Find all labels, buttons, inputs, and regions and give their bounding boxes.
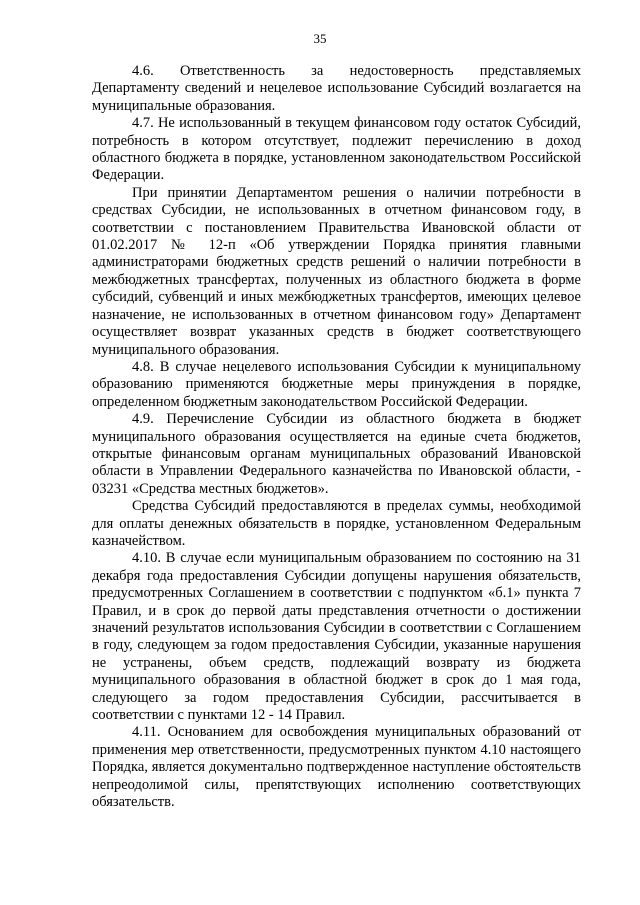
paragraph-4-8: 4.8. В случае нецелевого использования Субсидии к муниципальному образованию применяются бюджетные меры принуждения в порядке, определенном бюджетным законодательством Российской Федерации. — [92, 358, 581, 410]
paragraph-4-9: 4.9. Перечисление Субсидии из областного бюджета в бюджет муниципального образования осуществляется на единые счета бюджетов, открытые финансовым органам муниципальных образований Ивановской области в Управлении Федерального казначейства по Ивановской области, - 03231 «Средства местных бюджетов». — [92, 411, 581, 497]
paragraph-4-7-continuation: При принятии Департаментом решения о наличии потребности в средствах Субсидии, не использованных в отчетном финансовом году, в соответствии с постановлением Правительства Ивановской области от 01.02.2017 № 12-п «Об утверждении Порядка принятия главными администраторами бюджетных средств решений о наличии потребности в межбюджетных трансфертах, полученных из областного бюджета в форме субсидий, субвенций и иных межбюджетных трансфертов, имеющих целевое назначение, не использованных в отчетном финансовом году» Департамент осуществляет возврат указанных средств в бюджет соответствующего муниципального образования. — [92, 184, 581, 358]
paragraph-4-9-continuation: Средства Субсидий предоставляются в пределах суммы, необходимой для оплаты денежных обязательств в порядке, установленном Федеральным казначейством. — [92, 498, 581, 549]
paragraph-4-6: 4.6. Ответственность за недостоверность представляемых Департаменту сведений и нецелевое использование Субсидий возлагается на муниципальные образования. — [92, 63, 581, 114]
document-body — [92, 63, 581, 811]
page-number: 35 — [313, 31, 327, 46]
paragraph-4-11: 4.11. Основанием для освобождения муниципальных образований от применения мер ответственности, предусмотренных пунктом 4.10 настоящего Порядка, является документально подтвержденное наступление обстоятельств непреодолимой силы, препятствующих исполнению соответствующих обязательств. — [92, 724, 581, 811]
paragraph-4-7: 4.7. Не использованный в текущем финансовом году остаток Субсидий, потребность в котором отсутствует, подлежит перечислению в доход областного бюджета в порядке, установленном законодательством Российской Федерации. — [92, 115, 581, 184]
paragraph-4-10: 4.10. В случае если муниципальным образованием по состоянию на 31 декабря года предоставления Субсидии допущены нарушения обязательств, предусмотренных Соглашением в соответствии с подпунктом «б.1» пункта 7 Правил, и в срок до первой даты представления отчетности о достижении значений результатов использования Субсидии в соответствии с Соглашением в году, следующем за годом предоставления Субсидии, указанные нарушения не устранены, объем средств, подлежащий возврату из бюджета муниципального образования в областной бюджет в срок до 1 мая года, следующего за годом предоставления Субсидии, рассчитывается в соответствии с пунктами 12 - 14 Правил. — [92, 550, 581, 724]
